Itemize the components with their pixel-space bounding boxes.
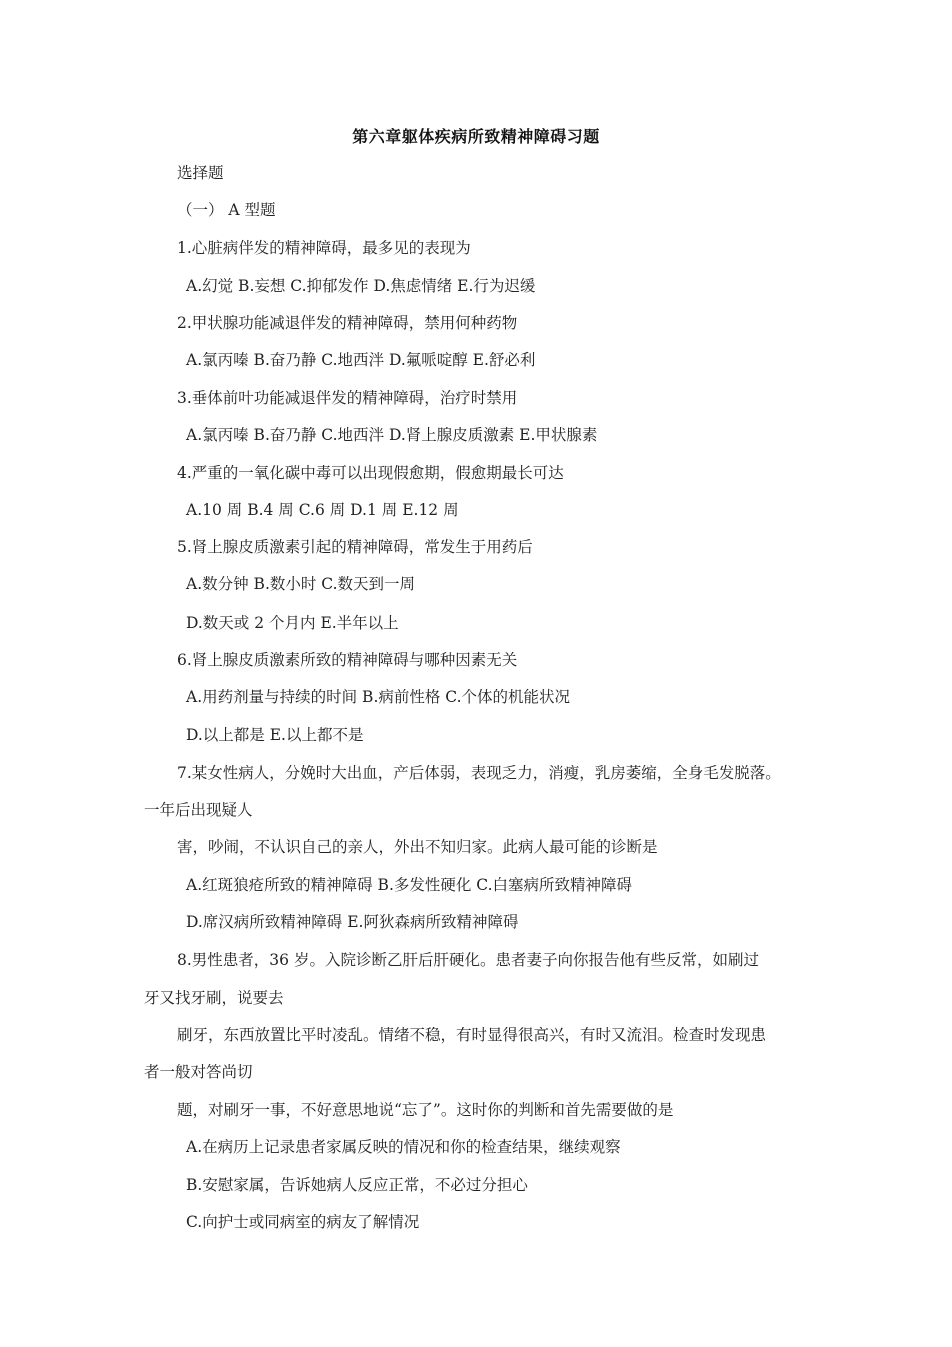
question-8-line-1: 8.男性患者，36 岁。入院诊断乙肝后肝硬化。患者妻子向你报告他有些反常，如刷过	[177, 951, 759, 969]
question-7-line-3: 害，吵闹，不认识自己的亲人，外出不知归家。此病人最可能的诊断是	[177, 838, 658, 856]
question-2-options: A.氯丙嗪 B.奋乃静 C.地西泮 D.氟哌啶醇 E.舒必利	[186, 351, 536, 369]
question-8-line-3: 刷牙，东西放置比平时凌乱。情绪不稳，有时显得很高兴，有时又流泪。检查时发现患	[177, 1026, 767, 1044]
question-7-options-a: A.红斑狼疮所致的精神障碍 B.多发性硬化 C.白塞病所致精神障碍	[186, 876, 633, 894]
question-4-options: A.10 周 B.4 周 C.6 周 D.1 周 E.12 周	[186, 501, 459, 519]
question-6-options-a: A.用药剂量与持续的时间 B.病前性格 C.个体的机能状况	[186, 688, 571, 706]
question-2: 2.甲状腺功能减退伴发的精神障碍，禁用何种药物	[177, 314, 518, 332]
question-1-options: A.幻觉 B.妄想 C.抑郁发作 D.焦虑情绪 E.行为迟缓	[186, 277, 536, 295]
question-8-line-2: 牙又找牙刷，说要去	[144, 989, 284, 1007]
question-3: 3.垂体前叶功能减退伴发的精神障碍，治疗时禁用	[177, 389, 518, 407]
section-heading: 选择题	[177, 164, 224, 182]
question-5-options-a: A.数分钟 B.数小时 C.数天到一周	[186, 575, 416, 593]
question-8-line-5: 题，对刷牙一事，不好意思地说“忘了”。这时你的判断和首先需要做的是	[177, 1101, 674, 1119]
question-7-line-2: 一年后出现疑人	[144, 801, 253, 819]
question-3-options: A.氯丙嗪 B.奋乃静 C.地西泮 D.肾上腺皮质激素 E.甲状腺素	[186, 426, 598, 444]
page-title: 第六章躯体疾病所致精神障碍习题	[352, 127, 600, 146]
question-7-options-b: D.席汉病所致精神障碍 E.阿狄森病所致精神障碍	[186, 913, 519, 931]
question-4: 4.严重的一氧化碳中毒可以出现假愈期，假愈期最长可达	[177, 464, 564, 482]
question-7-line-1: 7.某女性病人，分娩时大出血，产后体弱，表现乏力，消瘦，乳房萎缩，全身毛发脱落。	[177, 764, 781, 782]
question-5-options-b: D.数天或 2 个月内 E.半年以上	[186, 614, 399, 632]
question-8-option-a: A.在病历上记录患者家属反映的情况和你的检查结果，继续观察	[186, 1138, 621, 1156]
question-1: 1.心脏病伴发的精神障碍，最多见的表现为	[177, 239, 471, 257]
question-6-options-b: D.以上都是 E.以上都不是	[186, 726, 364, 744]
question-6: 6.肾上腺皮质激素所致的精神障碍与哪种因素无关	[177, 651, 518, 669]
question-8-option-c: C.向护士或同病室的病友了解情况	[186, 1213, 420, 1231]
question-5: 5.肾上腺皮质激素引起的精神障碍，常发生于用药后	[177, 538, 533, 556]
question-8-option-b: B.安慰家属，告诉她病人反应正常，不必过分担心	[186, 1176, 528, 1194]
subsection-heading: （一） A 型题	[177, 201, 276, 219]
question-8-line-4: 者一般对答尚切	[144, 1063, 253, 1081]
